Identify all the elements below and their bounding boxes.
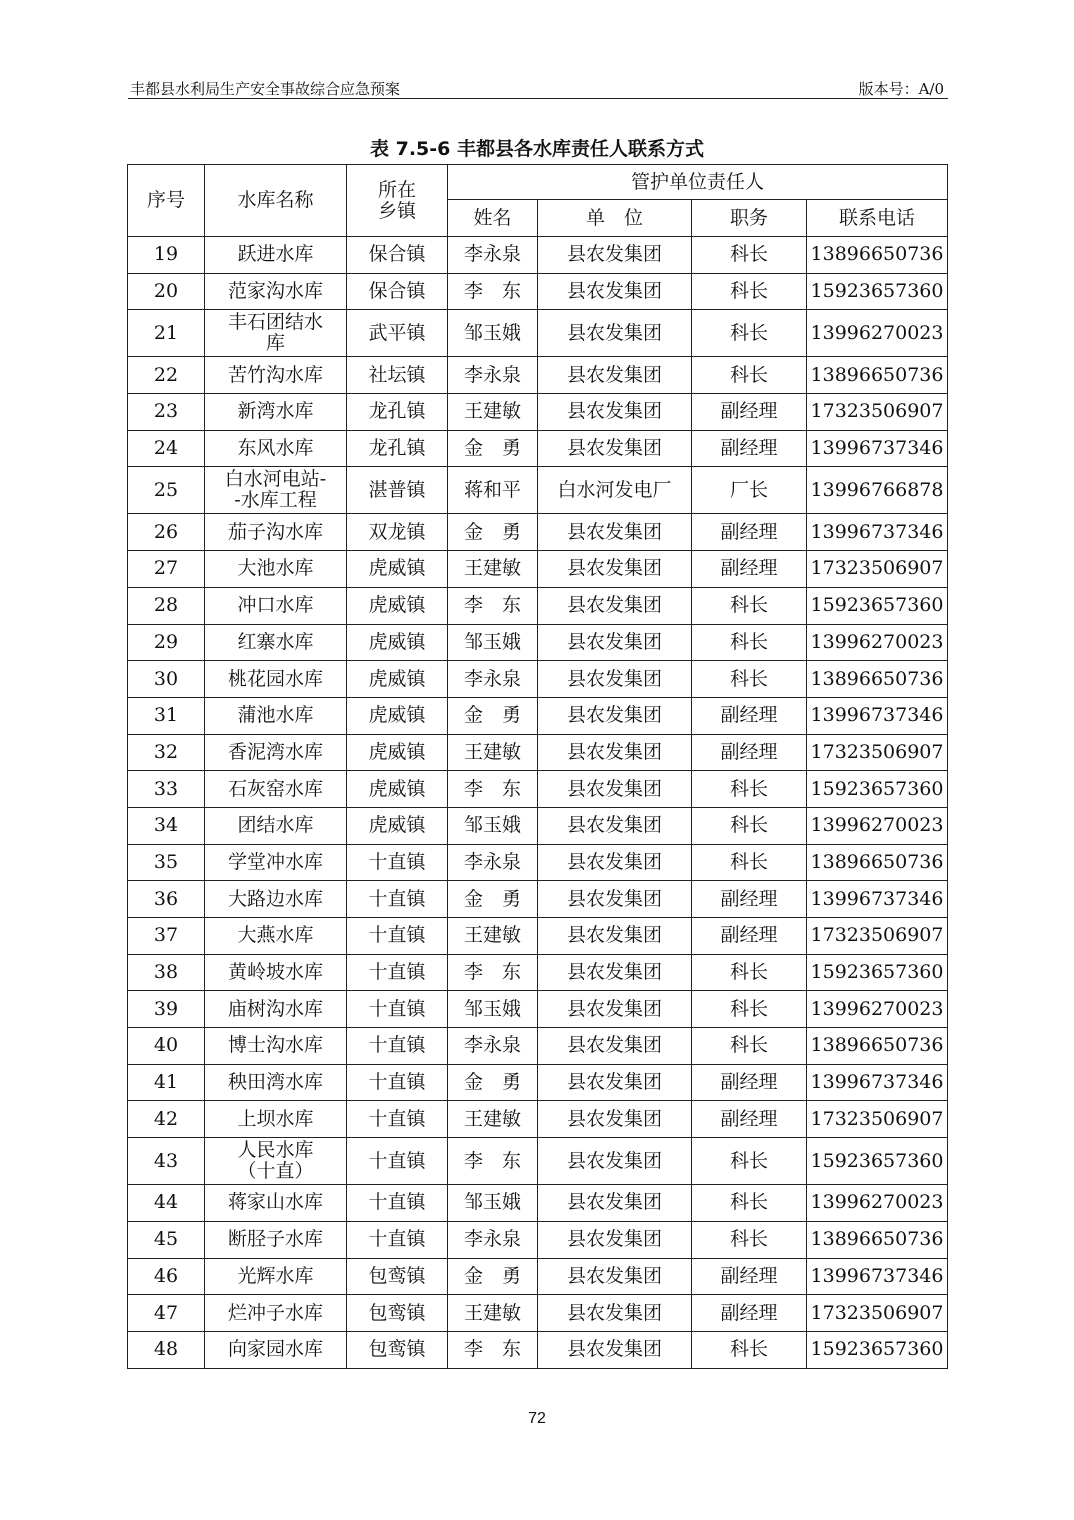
cell-name: 李 东 <box>448 1331 538 1368</box>
cell-seq: 30 <box>128 661 205 698</box>
cell-seq: 46 <box>128 1258 205 1295</box>
cell-town: 包鸾镇 <box>347 1331 448 1368</box>
cell-unit: 县农发集团 <box>538 551 692 588</box>
cell-position: 科长 <box>692 771 807 808</box>
header-row <box>128 165 948 200</box>
cell-name: 李 东 <box>448 1138 538 1185</box>
cell-name: 李 东 <box>448 954 538 991</box>
table-row <box>128 1295 948 1332</box>
cell-unit: 县农发集团 <box>538 1138 692 1185</box>
cell-reservoir: 冲口水库 <box>205 587 347 624</box>
col-header-name: 姓名 <box>448 200 538 237</box>
cell-phone: 13896650736 <box>807 237 948 274</box>
cell-name: 王建敏 <box>448 1295 538 1332</box>
cell-name: 蒋和平 <box>448 467 538 514</box>
cell-town: 虎威镇 <box>347 624 448 661</box>
cell-phone: 13996270023 <box>807 624 948 661</box>
col-header-town: 所在 乡镇 <box>347 165 448 237</box>
cell-town: 湛普镇 <box>347 467 448 514</box>
table-row <box>128 310 948 357</box>
cell-seq: 23 <box>128 394 205 431</box>
cell-unit: 县农发集团 <box>538 587 692 624</box>
cell-name: 李 东 <box>448 587 538 624</box>
cell-unit: 县农发集团 <box>538 1331 692 1368</box>
cell-phone: 17323506907 <box>807 1295 948 1332</box>
cell-seq: 35 <box>128 844 205 881</box>
cell-seq: 48 <box>128 1331 205 1368</box>
cell-unit: 县农发集团 <box>538 661 692 698</box>
cell-reservoir: 香泥湾水库 <box>205 734 347 771</box>
cell-name: 李 东 <box>448 771 538 808</box>
cell-unit: 县农发集团 <box>538 1295 692 1332</box>
cell-town: 龙孔镇 <box>347 430 448 467</box>
cell-position: 科长 <box>692 1185 807 1222</box>
col-header-seq: 序号 <box>128 165 205 237</box>
table-row <box>128 734 948 771</box>
cell-seq: 44 <box>128 1185 205 1222</box>
cell-unit: 县农发集团 <box>538 697 692 734</box>
table-row <box>128 881 948 918</box>
cell-name: 李永泉 <box>448 1028 538 1065</box>
cell-position: 科长 <box>692 1028 807 1065</box>
cell-seq: 22 <box>128 357 205 394</box>
cell-seq: 31 <box>128 697 205 734</box>
cell-town: 十直镇 <box>347 1138 448 1185</box>
cell-unit: 县农发集团 <box>538 357 692 394</box>
table-row <box>128 357 948 394</box>
cell-position: 科长 <box>692 844 807 881</box>
cell-name: 王建敏 <box>448 918 538 955</box>
cell-position: 厂长 <box>692 467 807 514</box>
cell-town: 虎威镇 <box>347 551 448 588</box>
cell-town: 十直镇 <box>347 1221 448 1258</box>
cell-unit: 县农发集团 <box>538 1028 692 1065</box>
cell-name: 李永泉 <box>448 661 538 698</box>
cell-name: 邹玉娥 <box>448 310 538 357</box>
cell-position: 科长 <box>692 991 807 1028</box>
cell-position: 副经理 <box>692 1064 807 1101</box>
cell-position: 副经理 <box>692 918 807 955</box>
cell-phone: 13896650736 <box>807 844 948 881</box>
cell-town: 十直镇 <box>347 844 448 881</box>
cell-reservoir: 蒋家山水库 <box>205 1185 347 1222</box>
cell-unit: 县农发集团 <box>538 918 692 955</box>
table-row <box>128 467 948 514</box>
table-row <box>128 771 948 808</box>
table-row <box>128 430 948 467</box>
cell-seq: 19 <box>128 237 205 274</box>
cell-name: 李永泉 <box>448 844 538 881</box>
cell-position: 科长 <box>692 357 807 394</box>
cell-name: 金 勇 <box>448 514 538 551</box>
cell-unit: 县农发集团 <box>538 844 692 881</box>
cell-phone: 17323506907 <box>807 1101 948 1138</box>
table-title: 表 7.5-6 丰都县各水库责任人联系方式 <box>370 138 704 160</box>
cell-unit: 县农发集团 <box>538 310 692 357</box>
cell-town: 十直镇 <box>347 1185 448 1222</box>
cell-phone: 17323506907 <box>807 394 948 431</box>
cell-seq: 33 <box>128 771 205 808</box>
cell-unit: 县农发集团 <box>538 807 692 844</box>
cell-seq: 29 <box>128 624 205 661</box>
cell-name: 金 勇 <box>448 881 538 918</box>
col-header-phone: 联系电话 <box>807 200 948 237</box>
cell-unit: 县农发集团 <box>538 1258 692 1295</box>
cell-reservoir: 光辉水库 <box>205 1258 347 1295</box>
cell-reservoir: 苦竹沟水库 <box>205 357 347 394</box>
cell-unit: 县农发集团 <box>538 237 692 274</box>
cell-town: 虎威镇 <box>347 807 448 844</box>
cell-seq: 38 <box>128 954 205 991</box>
cell-reservoir: 大池水库 <box>205 551 347 588</box>
cell-seq: 47 <box>128 1295 205 1332</box>
cell-seq: 36 <box>128 881 205 918</box>
cell-unit: 县农发集团 <box>538 1064 692 1101</box>
cell-town: 虎威镇 <box>347 734 448 771</box>
cell-unit: 县农发集团 <box>538 394 692 431</box>
cell-reservoir: 东风水库 <box>205 430 347 467</box>
cell-name: 金 勇 <box>448 1258 538 1295</box>
cell-reservoir: 石灰窑水库 <box>205 771 347 808</box>
cell-phone: 17323506907 <box>807 551 948 588</box>
cell-phone: 15923657360 <box>807 771 948 808</box>
cell-phone: 13896650736 <box>807 1028 948 1065</box>
cell-reservoir: 黄岭坡水库 <box>205 954 347 991</box>
cell-reservoir: 学堂冲水库 <box>205 844 347 881</box>
cell-town: 虎威镇 <box>347 771 448 808</box>
cell-position: 副经理 <box>692 1101 807 1138</box>
cell-town: 虎威镇 <box>347 661 448 698</box>
table-row <box>128 273 948 310</box>
cell-phone: 13996737346 <box>807 430 948 467</box>
cell-position: 科长 <box>692 661 807 698</box>
cell-unit: 县农发集团 <box>538 734 692 771</box>
table-row <box>128 587 948 624</box>
cell-position: 科长 <box>692 1221 807 1258</box>
cell-unit: 县农发集团 <box>538 1185 692 1222</box>
cell-phone: 13996737346 <box>807 697 948 734</box>
cell-town: 武平镇 <box>347 310 448 357</box>
cell-position: 科长 <box>692 954 807 991</box>
cell-seq: 34 <box>128 807 205 844</box>
cell-seq: 24 <box>128 430 205 467</box>
cell-name: 李 东 <box>448 273 538 310</box>
cell-town: 十直镇 <box>347 881 448 918</box>
cell-reservoir: 烂冲子水库 <box>205 1295 347 1332</box>
cell-phone: 15923657360 <box>807 273 948 310</box>
cell-reservoir: 茄子沟水库 <box>205 514 347 551</box>
cell-town: 保合镇 <box>347 237 448 274</box>
cell-town: 十直镇 <box>347 954 448 991</box>
cell-position: 副经理 <box>692 514 807 551</box>
cell-unit: 县农发集团 <box>538 430 692 467</box>
cell-seq: 20 <box>128 273 205 310</box>
col-header-position: 职务 <box>692 200 807 237</box>
cell-unit: 县农发集团 <box>538 991 692 1028</box>
cell-phone: 13896650736 <box>807 357 948 394</box>
cell-name: 李永泉 <box>448 357 538 394</box>
cell-position: 科长 <box>692 624 807 661</box>
table-row <box>128 237 948 274</box>
cell-position: 副经理 <box>692 734 807 771</box>
cell-seq: 43 <box>128 1138 205 1185</box>
table-row <box>128 551 948 588</box>
cell-reservoir: 博士沟水库 <box>205 1028 347 1065</box>
cell-phone: 15923657360 <box>807 1138 948 1185</box>
cell-phone: 17323506907 <box>807 918 948 955</box>
table-row <box>128 844 948 881</box>
cell-name: 金 勇 <box>448 1064 538 1101</box>
document-title: 丰都县水利局生产安全事故综合应急预案 <box>130 80 401 98</box>
cell-town: 十直镇 <box>347 1101 448 1138</box>
col-header-reservoir: 水库名称 <box>205 165 347 237</box>
cell-phone: 15923657360 <box>807 954 948 991</box>
cell-position: 副经理 <box>692 881 807 918</box>
cell-reservoir: 断胫子水库 <box>205 1221 347 1258</box>
cell-name: 李永泉 <box>448 1221 538 1258</box>
cell-town: 社坛镇 <box>347 357 448 394</box>
cell-town: 十直镇 <box>347 1028 448 1065</box>
cell-phone: 13896650736 <box>807 661 948 698</box>
cell-seq: 39 <box>128 991 205 1028</box>
col-header-unit: 单 位 <box>538 200 692 237</box>
cell-position: 科长 <box>692 587 807 624</box>
cell-seq: 26 <box>128 514 205 551</box>
cell-seq: 45 <box>128 1221 205 1258</box>
cell-unit: 县农发集团 <box>538 514 692 551</box>
col-header-group: 管护单位责任人 <box>448 165 948 200</box>
table-row <box>128 697 948 734</box>
cell-unit: 县农发集团 <box>538 624 692 661</box>
cell-town: 虎威镇 <box>347 587 448 624</box>
cell-unit: 县农发集团 <box>538 1101 692 1138</box>
cell-seq: 27 <box>128 551 205 588</box>
cell-position: 科长 <box>692 1138 807 1185</box>
reservoir-contact-table <box>127 164 948 1369</box>
cell-seq: 42 <box>128 1101 205 1138</box>
table-row <box>128 1221 948 1258</box>
cell-reservoir: 向家园水库 <box>205 1331 347 1368</box>
cell-seq: 32 <box>128 734 205 771</box>
page-header <box>128 76 948 99</box>
table-row <box>128 1331 948 1368</box>
table-row <box>128 1138 948 1185</box>
cell-unit: 县农发集团 <box>538 273 692 310</box>
cell-name: 邹玉娥 <box>448 807 538 844</box>
table-row <box>128 1258 948 1295</box>
table-row <box>128 991 948 1028</box>
cell-town: 十直镇 <box>347 991 448 1028</box>
cell-reservoir: 人民水库 （十直） <box>205 1138 347 1185</box>
cell-reservoir: 蒲池水库 <box>205 697 347 734</box>
cell-phone: 13996270023 <box>807 807 948 844</box>
cell-name: 王建敏 <box>448 1101 538 1138</box>
table-row <box>128 954 948 991</box>
cell-seq: 28 <box>128 587 205 624</box>
cell-position: 副经理 <box>692 551 807 588</box>
cell-name: 王建敏 <box>448 394 538 431</box>
cell-position: 科长 <box>692 237 807 274</box>
table-row <box>128 1185 948 1222</box>
version-label: 版本号：A/0 <box>858 80 944 98</box>
table-row <box>128 394 948 431</box>
cell-reservoir: 大路边水库 <box>205 881 347 918</box>
cell-reservoir: 红寨水库 <box>205 624 347 661</box>
table-row <box>128 807 948 844</box>
cell-town: 龙孔镇 <box>347 394 448 431</box>
cell-position: 副经理 <box>692 1295 807 1332</box>
cell-reservoir: 白水河电站- -水库工程 <box>205 467 347 514</box>
cell-position: 科长 <box>692 1331 807 1368</box>
cell-reservoir: 跃进水库 <box>205 237 347 274</box>
cell-unit: 县农发集团 <box>538 771 692 808</box>
cell-name: 金 勇 <box>448 430 538 467</box>
cell-town: 包鸾镇 <box>347 1258 448 1295</box>
cell-town: 双龙镇 <box>347 514 448 551</box>
cell-reservoir: 团结水库 <box>205 807 347 844</box>
table-row <box>128 1064 948 1101</box>
cell-unit: 县农发集团 <box>538 881 692 918</box>
cell-unit: 县农发集团 <box>538 954 692 991</box>
cell-name: 邹玉娥 <box>448 624 538 661</box>
cell-reservoir: 秧田湾水库 <box>205 1064 347 1101</box>
cell-phone: 13996737346 <box>807 1258 948 1295</box>
cell-seq: 41 <box>128 1064 205 1101</box>
cell-town: 包鸾镇 <box>347 1295 448 1332</box>
cell-phone: 15923657360 <box>807 1331 948 1368</box>
cell-reservoir: 丰石团结水 库 <box>205 310 347 357</box>
table-row <box>128 1101 948 1138</box>
cell-phone: 15923657360 <box>807 587 948 624</box>
cell-reservoir: 庙树沟水库 <box>205 991 347 1028</box>
cell-position: 科长 <box>692 310 807 357</box>
cell-phone: 17323506907 <box>807 734 948 771</box>
cell-reservoir: 范家沟水库 <box>205 273 347 310</box>
cell-phone: 13996737346 <box>807 881 948 918</box>
table-row <box>128 918 948 955</box>
cell-phone: 13996270023 <box>807 991 948 1028</box>
cell-position: 副经理 <box>692 697 807 734</box>
cell-name: 王建敏 <box>448 734 538 771</box>
cell-unit: 白水河发电厂 <box>538 467 692 514</box>
cell-name: 金 勇 <box>448 697 538 734</box>
cell-reservoir: 上坝水库 <box>205 1101 347 1138</box>
cell-seq: 37 <box>128 918 205 955</box>
cell-phone: 13996737346 <box>807 514 948 551</box>
table-row <box>128 514 948 551</box>
cell-name: 王建敏 <box>448 551 538 588</box>
table-body <box>128 237 948 1369</box>
cell-unit: 县农发集团 <box>538 1221 692 1258</box>
cell-reservoir: 新湾水库 <box>205 394 347 431</box>
page-number: 72 <box>528 1410 546 1427</box>
table-row <box>128 624 948 661</box>
cell-reservoir: 大燕水库 <box>205 918 347 955</box>
cell-name: 邹玉娥 <box>448 1185 538 1222</box>
cell-name: 邹玉娥 <box>448 991 538 1028</box>
cell-phone: 13996766878 <box>807 467 948 514</box>
cell-town: 虎威镇 <box>347 697 448 734</box>
cell-phone: 13996737346 <box>807 1064 948 1101</box>
cell-position: 副经理 <box>692 394 807 431</box>
cell-seq: 25 <box>128 467 205 514</box>
cell-seq: 40 <box>128 1028 205 1065</box>
cell-phone: 13996270023 <box>807 1185 948 1222</box>
cell-name: 李永泉 <box>448 237 538 274</box>
cell-phone: 13896650736 <box>807 1221 948 1258</box>
cell-seq: 21 <box>128 310 205 357</box>
table-row <box>128 1028 948 1065</box>
cell-town: 保合镇 <box>347 273 448 310</box>
cell-position: 副经理 <box>692 430 807 467</box>
cell-town: 十直镇 <box>347 918 448 955</box>
cell-position: 科长 <box>692 273 807 310</box>
cell-reservoir: 桃花园水库 <box>205 661 347 698</box>
cell-position: 副经理 <box>692 1258 807 1295</box>
table-row <box>128 661 948 698</box>
cell-phone: 13996270023 <box>807 310 948 357</box>
cell-town: 十直镇 <box>347 1064 448 1101</box>
cell-position: 科长 <box>692 807 807 844</box>
